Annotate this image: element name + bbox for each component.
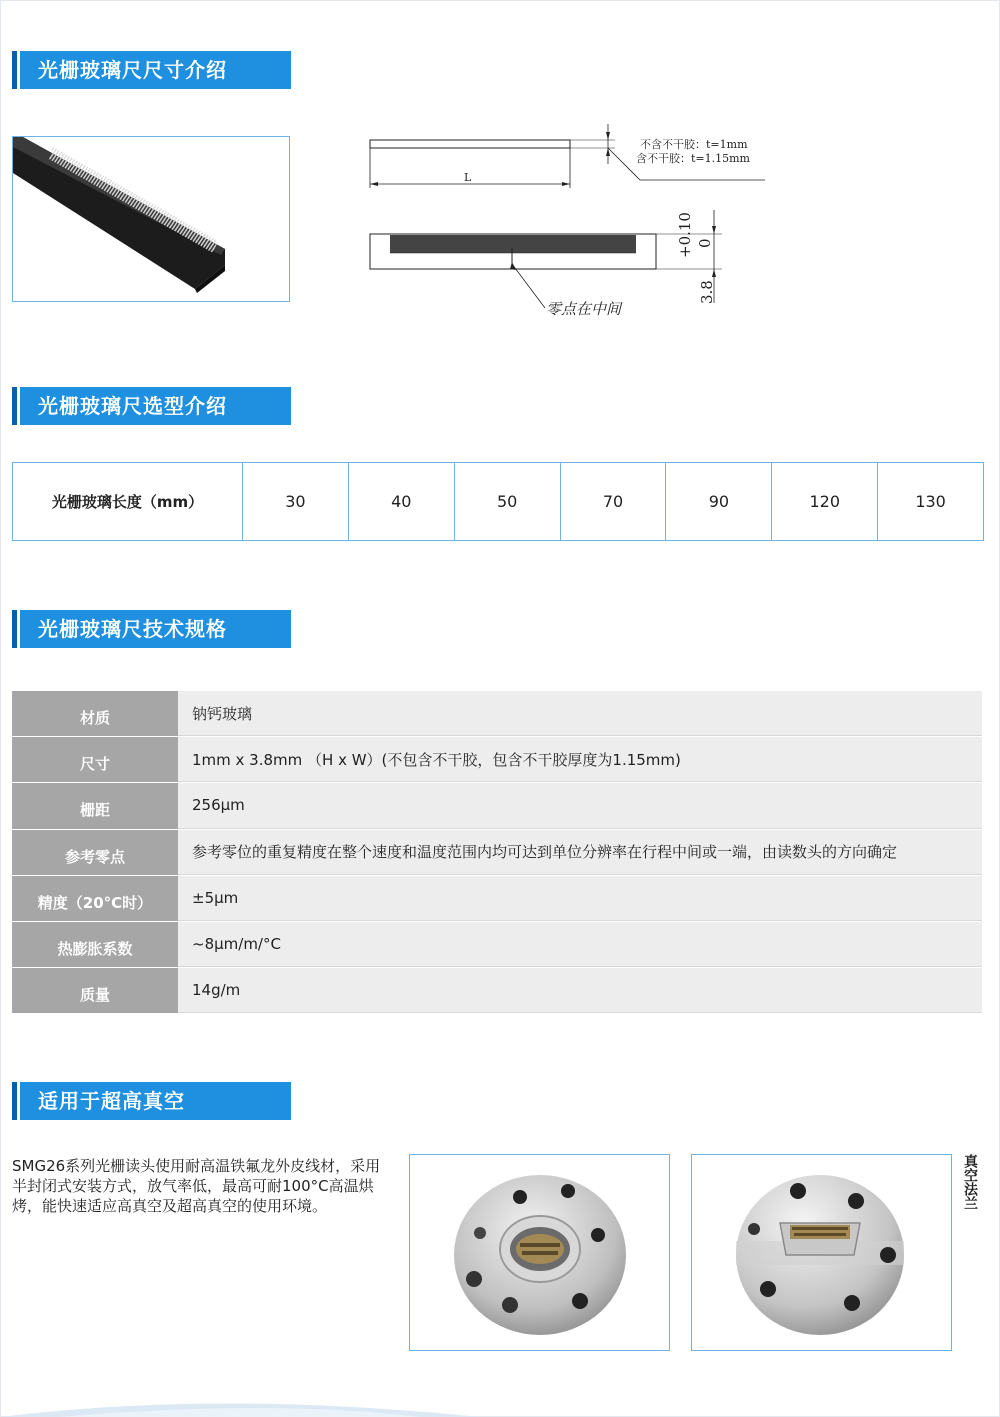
thickness-note-2: 含不干胶：t=1.15mm xyxy=(636,152,750,165)
section-header-specs xyxy=(12,610,291,648)
side-label: 真空法兰 xyxy=(962,1154,978,1210)
spec-row xyxy=(12,968,982,1014)
length-cell: 90 xyxy=(665,463,771,540)
zero-point-label: 零点在中间 xyxy=(546,300,622,318)
vacuum-flange-photo-angle xyxy=(691,1154,952,1351)
length-cell: 30 xyxy=(242,463,348,540)
spec-value: 256μm xyxy=(178,783,982,828)
section-title: 适用于超高真空 xyxy=(38,1089,185,1113)
spec-row xyxy=(12,783,982,829)
length-table-header: 光栅玻璃长度（mm） xyxy=(51,493,204,511)
section-title: 光栅玻璃尺选型介绍 xyxy=(38,394,227,418)
spec-row xyxy=(12,737,982,783)
length-cell: 40 xyxy=(348,463,454,540)
length-cell: 130 xyxy=(877,463,983,540)
vacuum-description: SMG26系列光栅读头使用耐高温铁氟龙外皮线材，采用半封闭式安装方式，放气率低，最高可耐100°C高温烘烤，能快速适应高真空及超高真空的使用环境。 xyxy=(12,1157,381,1215)
spec-value: 参考零位的重复精度在整个速度和温度范围内均可达到单位分辨率在行程中间或一端，由读数头的方向确定 xyxy=(178,830,982,875)
spec-key: 精度（20°C时） xyxy=(12,876,178,921)
spec-value: ~8μm/m/°C xyxy=(178,922,982,967)
spec-key: 热膨胀系数 xyxy=(12,922,178,967)
spec-value: ±5μm xyxy=(178,876,982,921)
vacuum-flange-photo-front xyxy=(409,1154,670,1351)
spec-key: 栅距 xyxy=(12,783,178,828)
dimension-drawing xyxy=(360,118,780,328)
tolerance-low-label: 0 xyxy=(696,238,714,248)
spec-value: 14g/m xyxy=(178,968,982,1013)
glass-scale-photo xyxy=(12,136,290,302)
spec-key: 质量 xyxy=(12,968,178,1013)
spec-row xyxy=(12,922,982,968)
grating-ticks xyxy=(390,235,636,253)
section-header-selection xyxy=(12,387,291,425)
section-header-dimensions xyxy=(12,51,291,89)
spec-value: 1mm x 3.8mm （H x W）(不包含不干胶，包含不干胶厚度为1.15mm) xyxy=(178,737,982,782)
section-header-vacuum xyxy=(12,1082,291,1120)
scale-side-view xyxy=(370,140,570,148)
section-title: 光栅玻璃尺尺寸介绍 xyxy=(38,58,227,82)
length-cell: 70 xyxy=(560,463,666,540)
length-label: L xyxy=(464,171,472,184)
width-label: 3.8 xyxy=(698,280,716,304)
spec-value: 钠钙玻璃 xyxy=(178,691,982,736)
spec-key: 材质 xyxy=(12,691,178,736)
length-table xyxy=(12,462,984,541)
tolerance-label: +0.10 xyxy=(676,212,694,258)
thickness-note-1: 不含不干胶：t=1mm xyxy=(640,138,748,151)
spec-table xyxy=(12,691,982,1014)
spec-key: 参考零点 xyxy=(12,830,178,875)
spec-row xyxy=(12,691,982,737)
footer-wave xyxy=(0,1395,1000,1417)
length-cell: 120 xyxy=(771,463,877,540)
length-cell: 50 xyxy=(454,463,560,540)
spec-row xyxy=(12,830,982,876)
section-title: 光栅玻璃尺技术规格 xyxy=(38,617,227,641)
spec-key: 尺寸 xyxy=(12,737,178,782)
spec-row xyxy=(12,876,982,922)
